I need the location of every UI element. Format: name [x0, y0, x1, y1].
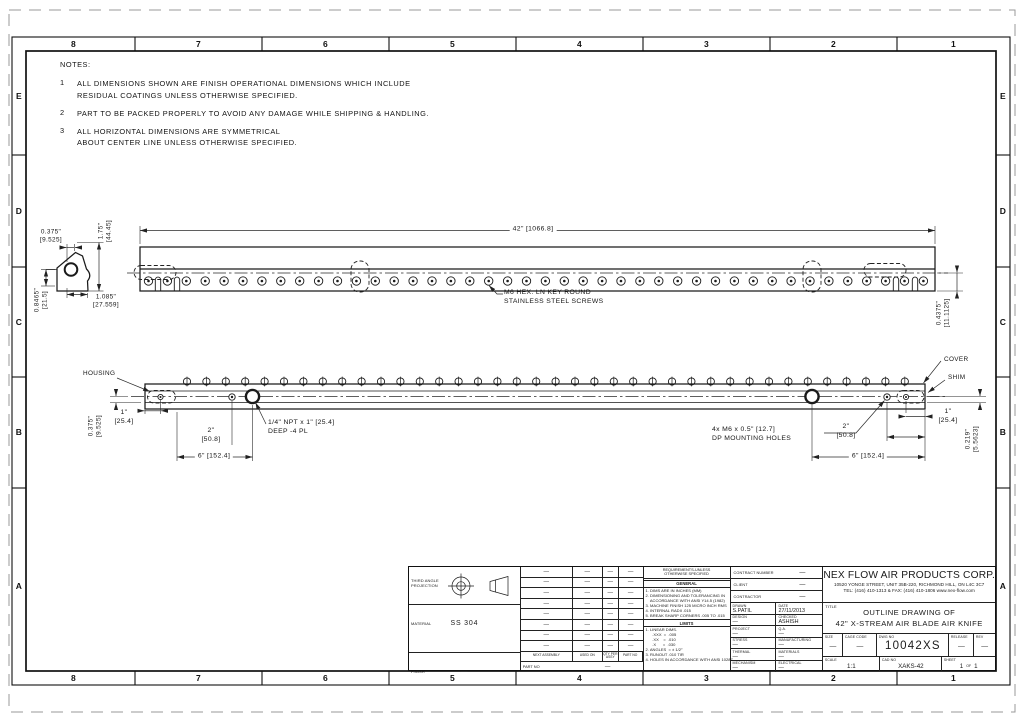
company-contact: TEL: (416) 410-1313 & FAX: (416) 410-1806 www.nex-flow.com [843, 587, 975, 593]
admin-value: — [732, 665, 738, 671]
screw-center [771, 280, 774, 283]
requirements-header: REQUIREMENTS-UNLESS OTHERWISE SPECIFIED [644, 568, 730, 579]
assembly-cell: — [619, 620, 643, 631]
notes-heading: NOTES: [60, 60, 91, 69]
dwg-no-cell: DWG NO 10042XS [877, 634, 949, 656]
dim-end-bottom: 1.085" [27.559] [93, 293, 119, 309]
cad-no-cell: CAD NO XAKS-42 [880, 657, 942, 671]
note-number: 2 [60, 107, 65, 117]
zone-label: B [15, 427, 23, 437]
requirements-line: ACCORDANCE WITH ANSI Y14.5 (1982) [645, 597, 725, 603]
screw-center [639, 280, 642, 283]
assembly-cell: — [603, 599, 619, 610]
admin-cell [776, 626, 822, 637]
material-value: SS 304 [450, 620, 479, 627]
assembly-cell: — [573, 599, 603, 610]
assembly-header: USED ON [573, 652, 603, 662]
assembly-header: QTY PER ASSY [603, 652, 619, 662]
admin-value: — [778, 642, 784, 648]
assembly-cell: — [619, 641, 643, 652]
screw-center [752, 280, 755, 283]
finish-label: FINISH [411, 669, 425, 674]
requirements-line: 2. DIMENSIONING AND TOLERANCING IN [645, 592, 726, 598]
title-block-admin-column [731, 567, 824, 670]
admin-value: — [778, 665, 784, 671]
assembly-row [521, 631, 643, 642]
zone-label: 5 [449, 673, 456, 683]
zone-label: 1 [950, 673, 957, 683]
admin-label: CONTRACTOR [733, 594, 762, 599]
dim-gap-left: 0.375" [9.525] [87, 415, 103, 437]
admin-cell [776, 603, 822, 614]
admin-label: DESIGN [732, 615, 747, 619]
screw-row [144, 277, 927, 285]
requirements-line: .X = .030 [645, 642, 676, 648]
admin-label: MANUFACTURING [778, 638, 812, 642]
zone-label: 7 [195, 39, 202, 49]
admin-label: DRAWN [732, 603, 747, 608]
admin-pair-row [731, 638, 823, 650]
screw-center [506, 280, 509, 283]
admin-label: STRESS [732, 638, 748, 642]
zone-label: E [1000, 91, 1006, 101]
requirements-line: 4. HOLES IN ACCORDANCE WITH ANSI 10287 [645, 657, 733, 663]
sheet-of: 1 OF 1 [959, 662, 978, 670]
hidden-npt-port-left [351, 261, 369, 292]
screw-center [204, 280, 207, 283]
screw-center [922, 280, 925, 283]
dim-gap-right: 0.219" [5.5623] [964, 426, 980, 452]
screw-center [544, 280, 547, 283]
assembly-row [521, 567, 643, 578]
screw-center [695, 280, 698, 283]
admin-value: — [799, 569, 806, 576]
assembly-cell: — [573, 641, 603, 652]
note-text [77, 78, 411, 101]
assembly-rows [521, 567, 643, 652]
cover-label: COVER [944, 355, 969, 363]
admin-cell [776, 638, 822, 649]
zone-label: 6 [322, 673, 329, 683]
assembly-cell: — [603, 620, 619, 631]
admin-label: CHECKED [778, 615, 797, 619]
screw-center [280, 280, 283, 283]
assembly-header: PART NO [619, 652, 643, 662]
note-item [60, 126, 429, 149]
material-cell [409, 620, 520, 653]
admin-pair-row [731, 626, 823, 638]
note-item [60, 108, 429, 120]
assembly-cell: — [573, 588, 603, 599]
npt-leader [256, 403, 267, 425]
screw-center [487, 280, 490, 283]
screw-center [450, 280, 453, 283]
screw-center [525, 280, 528, 283]
zone-label: 3 [703, 39, 710, 49]
requirements-general-list [644, 588, 730, 618]
assembly-cell: — [603, 578, 619, 589]
admin-value: — [732, 642, 738, 648]
assembly-row [521, 641, 643, 652]
finish-cell [409, 668, 520, 702]
assembly-cell: — [619, 599, 643, 610]
screw-center [393, 280, 396, 283]
assembly-cell: — [619, 631, 643, 642]
screw-center [317, 280, 320, 283]
requirements-line: .XX = .010 [645, 637, 676, 643]
note-text [77, 126, 297, 149]
requirements-line: 1. DIMS ARE IN INCHES (MM) [645, 587, 702, 593]
title-block-projection-column [409, 567, 521, 675]
zone-label: 7 [195, 673, 202, 683]
drawing-number-row [823, 634, 995, 657]
assembly-cell: — [573, 567, 603, 578]
dim-6in-right: 6" [152.4] [849, 453, 887, 462]
requirements-limits-list [644, 627, 733, 663]
scale-row [823, 657, 995, 671]
zone-label: 1 [950, 39, 957, 49]
screw-center [563, 280, 566, 283]
assembly-row [521, 588, 643, 599]
notes-block [60, 60, 429, 155]
assembly-cell: — [619, 578, 643, 589]
screw-center [261, 280, 264, 283]
part-no-row [521, 662, 643, 672]
dim-1in-right: 1" [25.4] [938, 408, 958, 424]
screw-callout [504, 289, 603, 307]
title-block [408, 566, 996, 675]
screw-center [658, 280, 661, 283]
admin-label: MECHANISM [732, 661, 756, 665]
screw-center [676, 280, 679, 283]
note-line: ABOUT CENTER LINE UNLESS OTHERWISE SPECIFIED. [77, 138, 298, 148]
screw-center [790, 280, 793, 283]
note-item [60, 78, 429, 101]
dim-overall-length: 42" [1066.8] [510, 226, 557, 235]
assembly-cell: — [603, 609, 619, 620]
admin-cell [731, 649, 777, 660]
admin-cell [776, 615, 822, 626]
screw-center [166, 280, 169, 283]
requirements-general-label: GENERAL [644, 580, 730, 588]
notes-items [60, 78, 429, 149]
dim-end-width: 0.375" [9.525] [40, 228, 62, 244]
assembly-row [521, 599, 643, 610]
admin-pair-row [731, 615, 823, 627]
admin-value: — [778, 653, 784, 660]
finish-value: — [460, 668, 469, 675]
screw-center [223, 280, 226, 283]
zone-label: 6 [322, 39, 329, 49]
assembly-cell: — [619, 588, 643, 599]
assembly-cell: — [573, 578, 603, 589]
title-label: TITLE [825, 604, 837, 609]
zone-label: 4 [576, 673, 583, 683]
screw-center [865, 280, 868, 283]
zone-label: 8 [70, 39, 77, 49]
assembly-cell: — [603, 588, 619, 599]
note-number: 3 [60, 125, 65, 135]
zone-label: D [15, 206, 23, 216]
admin-label: Q.A. [778, 626, 787, 631]
screw-callout-line1: M6 HEX. LN KEY ROUND [504, 289, 591, 296]
projection-cell [409, 567, 520, 605]
drawing-number: 10042XS [884, 640, 941, 652]
hidden-port-right [864, 264, 906, 278]
assembly-header-row [521, 652, 643, 662]
admin-label: CONTRACT NUMBER [733, 570, 774, 575]
assembly-cell: — [603, 567, 619, 578]
cover-leader [924, 361, 942, 383]
screw-center [242, 280, 245, 283]
note-line: PART TO BE PACKED PROPERLY TO AVOID ANY DAMAGE WHILE SHIPPING & HANDLING. [77, 108, 429, 118]
assembly-cell: — [521, 578, 573, 589]
company-address: 10520 YONGE STREET, UNIT 35B-220, RICHMOND HILL, ON L4C 3C7 [834, 582, 985, 587]
zone-label: 4 [576, 39, 583, 49]
screw-center [620, 280, 623, 283]
admin-label: DATE [778, 603, 789, 608]
shim-leader [928, 380, 945, 393]
projection-label: THIRD ANGLE PROJECTION [411, 578, 439, 588]
sheet-cell: SHEET 1 OF 1 [942, 657, 995, 671]
requirements-line: 4. INTERNAL RADII .015 [645, 608, 691, 613]
title-block-company-column [823, 567, 995, 670]
mounting-stud [912, 277, 917, 290]
note-line: ALL HORIZONTAL DIMENSIONS ARE SYMMETRICAL [77, 126, 281, 136]
admin-value: — [799, 593, 806, 600]
screw-center [298, 280, 301, 283]
zone-label: 8 [70, 673, 77, 683]
requirements-line: 5. BREAK SHARP CORNERS .005 TO .015 [645, 613, 725, 619]
screw-center [714, 280, 717, 283]
admin-cell [731, 603, 777, 614]
dim-2in-right: 2" [50.8] [836, 423, 856, 439]
dim-slot-height: 0.4375" [11.1125] [935, 298, 951, 328]
note-number: 1 [60, 78, 65, 87]
cage-code-cell: CAGE CODE — [843, 634, 877, 656]
dim-6in-left: 6" [152.4] [195, 453, 233, 462]
screw-center [147, 280, 150, 283]
hidden-npt-port-right [803, 261, 821, 292]
material-label: MATERIAL [411, 621, 432, 626]
screw-center [601, 280, 604, 283]
end-view-bore [65, 263, 78, 276]
requirements-limits-label: LIMITS [644, 619, 730, 627]
cover-screw-row [183, 377, 908, 387]
requirements-line: 1. LINEAR DIMS. [645, 627, 678, 633]
dim-1in-left: 1" [25.4] [114, 409, 134, 425]
assembly-cell: — [521, 641, 573, 652]
assembly-cell: — [521, 631, 573, 642]
drawing-title-cell [823, 603, 995, 634]
admin-pair-row [731, 661, 823, 673]
part-no-value: — [604, 663, 611, 670]
screw-center [374, 280, 377, 283]
admin-cell [731, 626, 777, 637]
zone-label: 2 [830, 39, 837, 49]
mounting-stud [893, 277, 898, 290]
admin-pair-row [731, 649, 823, 661]
assembly-cell: — [619, 567, 643, 578]
admin-value: S.PATIL [732, 607, 752, 614]
third-angle-projection-icon [409, 567, 521, 605]
release-cell: RELEASE — [949, 634, 974, 656]
screw-center [903, 280, 906, 283]
assembly-cell: — [573, 620, 603, 631]
title-block-assembly-column [521, 567, 644, 670]
admin-value: — [799, 581, 806, 588]
company-name: NEX FLOW AIR PRODUCTS CORP. [823, 569, 995, 581]
assembly-cell: — [603, 641, 619, 652]
screw-center [412, 280, 415, 283]
dim-end-height: 1.75" [44.45] [97, 220, 113, 242]
bottom-view [110, 361, 986, 461]
zone-label: A [999, 581, 1007, 591]
admin-single-rows [731, 567, 823, 603]
title-block-requirements-column [644, 567, 731, 670]
admin-row [731, 567, 823, 579]
screw-center [431, 280, 434, 283]
screw-center [733, 280, 736, 283]
admin-label: ELECTRICAL [778, 661, 802, 665]
screw-center [847, 280, 850, 283]
zone-label: D [999, 206, 1007, 216]
zone-label: B [999, 427, 1007, 437]
admin-value: — [732, 630, 738, 637]
admin-cell [731, 615, 777, 626]
admin-value: — [732, 619, 738, 625]
zone-label: E [16, 91, 22, 101]
admin-cell [776, 661, 822, 673]
screw-center [582, 280, 585, 283]
assembly-cell: — [573, 609, 603, 620]
top-view [127, 226, 963, 299]
zone-label: 3 [703, 673, 710, 683]
drawing-title-line1: OUTLINE DRAWING OF [863, 608, 956, 617]
assembly-cell: — [521, 620, 573, 631]
scale-cell: SCALE 1:1 [823, 657, 880, 671]
assembly-cell: — [573, 631, 603, 642]
assembly-cell: — [521, 567, 573, 578]
admin-label: THERMAL [732, 649, 751, 654]
admin-label: PROJECT [732, 626, 751, 631]
screw-center [355, 280, 358, 283]
admin-value: ASHISH [778, 619, 799, 625]
dim-2in-left: 2" [50.8] [201, 427, 221, 443]
rev-cell: REV — [975, 634, 989, 650]
screw-leader [489, 286, 503, 295]
assembly-cell: — [521, 599, 573, 610]
admin-cell [731, 638, 777, 649]
zone-label: C [999, 317, 1007, 327]
admin-value: 27/11/2013 [778, 607, 806, 614]
npt-port-left [246, 390, 259, 403]
admin-cell [776, 649, 822, 660]
zone-label: 2 [830, 673, 837, 683]
screw-center [336, 280, 339, 283]
screw-center [469, 280, 472, 283]
screw-callout-line2: STAINLESS STEEL SCREWS [504, 297, 604, 305]
zone-label: C [15, 317, 23, 327]
assembly-row [521, 578, 643, 589]
screw-center [828, 280, 831, 283]
admin-cell [731, 661, 777, 673]
assembly-header: NEXT ASSEMBLY [521, 652, 573, 662]
mount-hole-callout: 4x M6 x 0.5" [12.7] DP MOUNTING HOLES [712, 426, 792, 442]
screw-center [884, 280, 887, 283]
screw-center [809, 280, 812, 283]
mounting-stud [174, 277, 179, 290]
assembly-cell: — [619, 609, 643, 620]
requirements-line: 3. RUNOUT .010 TIR [645, 652, 684, 658]
assembly-row [521, 620, 643, 631]
size-cell: SIZE — [823, 634, 843, 656]
requirements-line: 2. ANGLES = ± 1/2° [645, 647, 683, 653]
screw-center [185, 280, 188, 283]
admin-value: — [732, 653, 738, 660]
admin-value: — [778, 630, 784, 637]
requirements-line: 3. MACHINE FINISH 125 MICRO INCH RMS [645, 602, 727, 608]
npt-callout: 1/4" NPT x 1" [25.4] DEEP -4 PL [268, 419, 335, 435]
assembly-cell: — [521, 588, 573, 599]
housing-label: HOUSING [83, 370, 116, 377]
shim-label: SHIM [948, 374, 966, 381]
zone-label: A [15, 581, 23, 591]
admin-row [731, 591, 823, 603]
npt-port-right [805, 390, 818, 403]
admin-row [731, 579, 823, 591]
admin-label: CLIENT [733, 582, 748, 587]
admin-label: MATERIALS [778, 649, 800, 654]
dim-end-left: 0.8465" [21.5] [33, 287, 49, 313]
assembly-cell: — [521, 609, 573, 620]
note-line: ALL DIMENSIONS SHOWN ARE FINISH OPERATIONAL DIMENSIONS WHICH INCLUDE [77, 79, 411, 88]
admin-pair-rows [731, 603, 823, 672]
requirements-line: .XXX = .005 [645, 632, 677, 638]
drawing-title-line2: 42" X-STREAM AIR BLADE AIR KNIFE [835, 619, 983, 628]
assembly-row [521, 609, 643, 620]
part-no-label: PART NO [522, 664, 540, 670]
assembly-cell: — [603, 631, 619, 642]
zone-label: 5 [449, 39, 456, 49]
admin-pair-row [731, 603, 823, 615]
note-line: RESIDUAL COATINGS UNLESS OTHERWISE SPECIFIED. [77, 90, 298, 100]
company-header [823, 567, 995, 603]
note-text [77, 108, 429, 120]
